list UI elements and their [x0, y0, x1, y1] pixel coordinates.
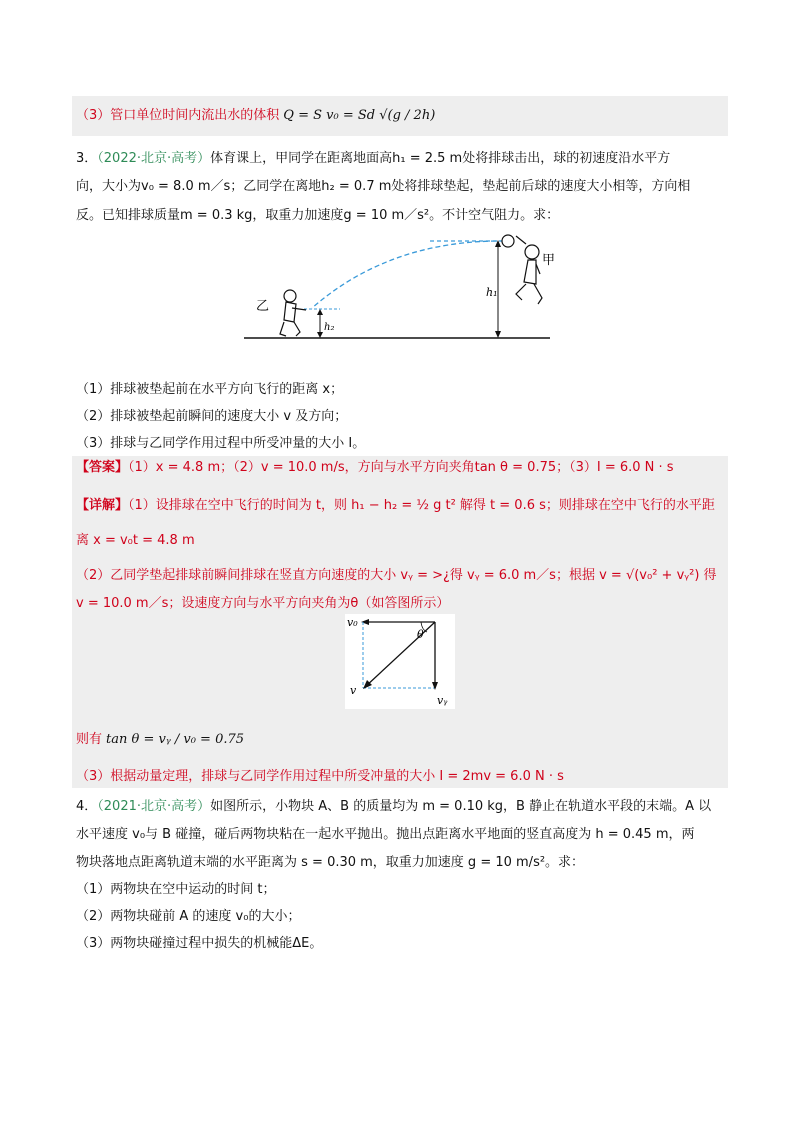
- q4-stem-line-3: 物块落地点距离轨道末端的水平距离为 s = 0.30 m，取重力加速度 g = 10 m/s²。求：: [76, 855, 585, 870]
- vec-label-v: v: [350, 684, 357, 697]
- label-h1: h₁: [486, 286, 498, 299]
- q3-sub-1: （1）排球被垫起前在水平方向飞行的距离 x；: [76, 382, 344, 397]
- q3-stem-line-3: [76, 206, 559, 226]
- q3-detail-line-4: v = 10.0 m／s；设速度方向与水平方向夹角为θ（如答图所示）: [76, 596, 450, 611]
- q3-detail-line-3: （2）乙同学垫起排球前瞬间排球在竖直方向速度的大小 vᵧ = >¿得 vᵧ = 6.0 m／s；根据 v = √(v₀² + vᵧ²) 得: [76, 568, 717, 583]
- answer-tail-label: （3）: [76, 108, 111, 123]
- q4-sub-2: （2）两物块碰前 A 的速度 v₀的大小；: [76, 909, 301, 924]
- detail-5-prefix: 则有: [76, 732, 103, 747]
- player-yi: [280, 290, 306, 336]
- q4-number: 4．: [76, 799, 98, 814]
- q4-stem-line-2: 水平速度 v₀与 B 碰撞，碰后两物块粘在一起水平抛出。抛出点距离水平地面的竖直高度为 h = 0.45 m，两: [76, 827, 695, 842]
- answer-tag: 【答案】: [76, 460, 129, 475]
- q3-stem-line-2: [76, 177, 690, 197]
- vec-label-theta: θ: [417, 628, 424, 641]
- q3-stem-line-1: [76, 149, 670, 169]
- q3-sub-3: （3）排球与乙同学作用过程中所受冲量的大小 I。: [76, 436, 366, 451]
- q3-number: 3．: [76, 151, 98, 166]
- q4-sub-1: （1）两物块在空中运动的时间 t；: [76, 882, 276, 897]
- q3-source: （2022·北京·高考）: [97, 151, 211, 166]
- q4-source: （2021·北京·高考）: [97, 799, 211, 814]
- label-yi: 乙: [256, 299, 270, 314]
- q3-answer-line: [76, 458, 674, 478]
- q3-sub-2: （2）排球被垫起前瞬间的速度大小 v 及方向；: [76, 409, 348, 424]
- player-jia: [516, 236, 542, 304]
- q3-stem-1: 体育课上，甲同学在距离地面高h₁ = 2.5 m处将排球击出，球的初速度沿水平方: [210, 151, 671, 166]
- label-h2: h₂: [324, 322, 335, 333]
- answer-tail-formula: Q = S v₀ = Sd √(g / 2h): [283, 108, 436, 123]
- q4-sub-3: （3）两物块碰撞过程中损失的机械能ΔE。: [76, 936, 323, 951]
- detail-5-formula: tan θ = vᵧ / v₀ = 0.75: [106, 732, 245, 747]
- answer-tail-text: 管口单位时间内流出水的体积: [110, 108, 280, 123]
- vec-label-vy: vᵧ: [437, 694, 448, 707]
- answer-tail-line: [76, 106, 435, 126]
- q3-detail-line-1: [76, 496, 715, 516]
- detail-tag: 【详解】: [76, 498, 129, 513]
- q3-stem-3: 反。已知排球质量m = 0.3 kg，取重力加速度g = 10 m／s²。不计空气阻力。求：: [76, 208, 560, 223]
- q4-stem-line-1: [76, 797, 711, 817]
- q3-detail-line-5: [76, 730, 244, 750]
- detail-text-1: （1）设排球在空中飞行的时间为 t，则 h₁ − h₂ = ½ g t² 解得 t = 0.6 s；则排球在空中飞行的水平距: [128, 498, 715, 513]
- answer-text: （1）x = 4.8 m；（2）v = 10.0 m/s，方向与水平方向夹角tan θ = 0.75；（3）I = 6.0 N · s: [128, 460, 674, 475]
- vec-label-v0: v₀: [347, 616, 358, 629]
- velocity-vector-figure: [345, 614, 455, 709]
- q4-stem-1: 如图所示，小物块 A、B 的质量均为 m = 0.10 kg，B 静止在轨道水平段的末端。A 以: [210, 799, 712, 814]
- label-jia: 甲: [542, 253, 556, 268]
- q3-detail-line-6: （3）根据动量定理，排球与乙同学作用过程中所受冲量的大小 I = 2mv = 6.0 N · s: [76, 769, 564, 784]
- volleyball-figure: [240, 228, 560, 344]
- q3-detail-line-2: 离 x = v₀t = 4.8 m: [76, 533, 195, 548]
- q3-stem-2: 向，大小为v₀ = 8.0 m／s；乙同学在离地h₂ = 0.7 m处将排球垫起，垫起前后球的速度大小相等，方向相: [76, 179, 691, 194]
